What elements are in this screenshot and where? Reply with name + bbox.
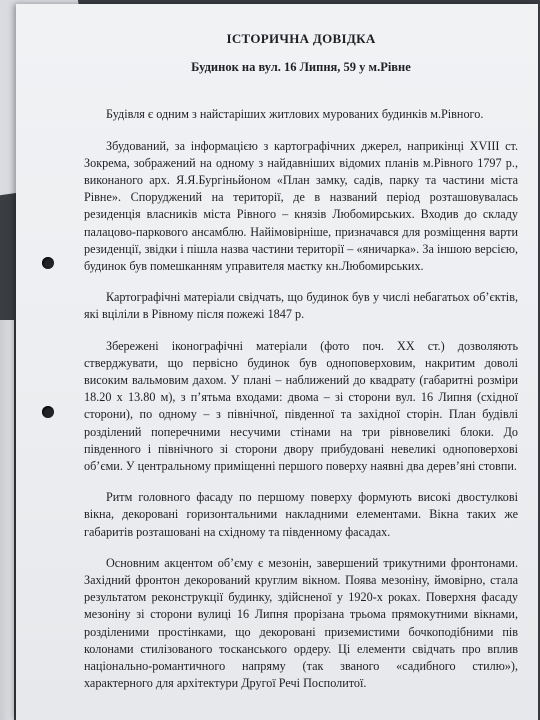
punch-hole-top bbox=[42, 257, 54, 269]
paragraph-3: Картографічні матеріали свідчать, що будинок був у числі небагатьох об’єктів, які вціліли в Рівному після пожежі 1847 р. bbox=[84, 290, 518, 322]
paragraph-1: Будівля є одним з найстаріших житлових мурованих будинків м.Рівного. bbox=[106, 107, 484, 122]
document-title: ІСТОРИЧНА ДОВІДКА bbox=[226, 31, 376, 46]
document-subtitle: Будинок на вул. 16 Липня, 59 у м.Рівне bbox=[191, 60, 411, 75]
paragraph-4: Збережені іконографічні матеріали (фото поч. XX ст.) дозволяють стверджувати, що первісно будинок був одноповерховим, накритим доволі високим вальмовим дахом. У плані – наближений до квадрату (габаритні розміри 18.20 x 13.80 м), з п’ятьма входами: двома – зі сторони вул. 16 Липня (східної сторони), по одному – з північної, південної та західної сторін. План будівлі розділений поперечними несучими стінами на три рівновеликі блоки. До південного і північного зі сторони двору прибудовані невеликі одноповерхові об’єми. У центральному приміщенні першого поверху наявні два дерев’яні стовпи. bbox=[84, 338, 518, 474]
paragraph-2: Збудований, за інформацією з картографічних джерел, наприкінці XVIII ст. Зокрема, зображений на одному з найдавніших відомих планів м.Рівного 1797 р., виконаного арх. Я.Я.Бургіньйоном «План замку, садів, парку та частини міста Рівне». Споруджений на території, де в названий період розташовувалась резиденція власників міста Рівного – князів Любомирських. Входив до складу палацово-паркового ансамблю. Найімовірніше, призначався для розміщення варти резиденції, звідки і пішла назва частини території – «яничарка». За іншою версією, будинок був помешканням управителя маєтку кн.Любомирських. bbox=[84, 138, 518, 274]
paragraph-6: Основним акцентом об’єму є мезонін, завершений трикутними фронтонами. Західний фронтон декорований круглим вікном. Поява мезоніну, ймовірно, стала результатом реконструкції будинку, здійсненої у 1920-х роках. Поверхня фасаду мезоніну зі сторони вулиці 16 Липня прорізана трьома прямокутними вікнами, розділеними простінками, що декоровані приземистими бочкоподібними пів колонами стилізованого тосканського ордеру. Ці елементи свідчать про вплив національно-романтичного напряму (так званого «садибного стилю»), характерного для архітектури Другої Речі Посполитої. bbox=[84, 555, 518, 691]
document-body bbox=[84, 30, 518, 707]
underlying-page-edge bbox=[0, 320, 14, 720]
punch-hole-bottom bbox=[42, 406, 54, 418]
document-page bbox=[16, 4, 538, 720]
paragraph-5: Ритм головного фасаду по першому поверху формують високі двостулкові вікна, декоровані горизонтальними накладними елементами. Вікна таких же габаритів розташовані на східному та південному фасадах. bbox=[84, 490, 518, 539]
